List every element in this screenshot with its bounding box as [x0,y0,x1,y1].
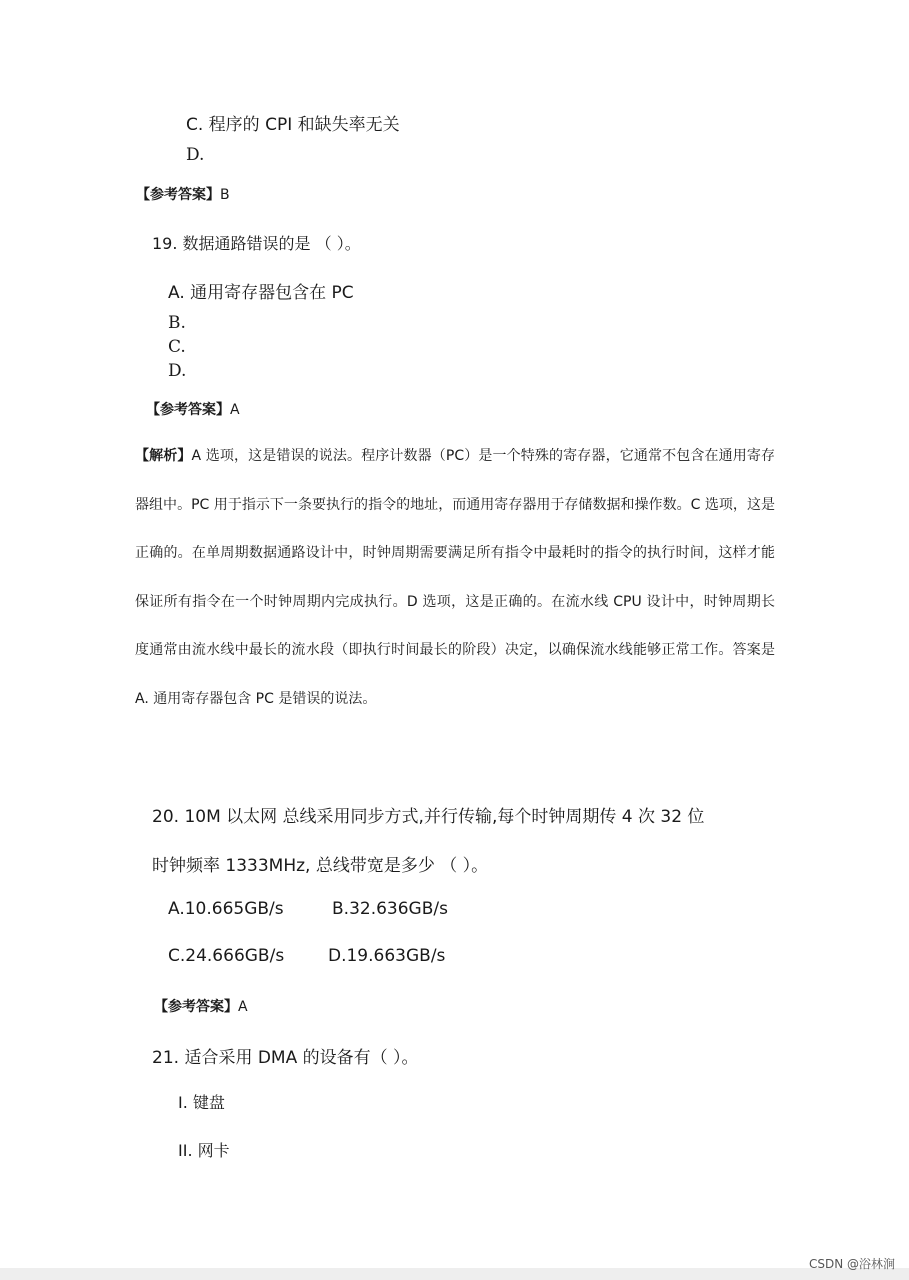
q19-option-b: B. [168,313,186,333]
q20-option-b: B.32.636GB/s [332,899,448,919]
q20-option-c: C.24.666GB/s [168,946,285,966]
answer-18 [136,184,230,204]
q21-item-2: II. 网卡 [178,1141,230,1160]
csdn-watermark: CSDN @浴林涧 [808,1257,895,1271]
q18-option-d: D. [186,145,205,165]
q20-option-a: A.10.665GB/s [168,899,284,919]
answer-20 [154,996,248,1016]
answer-value: A [238,999,248,1015]
q21-title: 21. 适合采用 DMA 的设备有（ ）。 [152,1048,419,1068]
q18-option-c: C. 程序的 CPI 和缺失率无关 [186,115,400,135]
answer-label: 【参考答案】 [154,999,238,1015]
answer-label: 【参考答案】 [146,402,230,418]
q20-option-d: D.19.663GB/s [328,946,446,966]
analysis-text: A 选项，这是错误的说法。程序计数器（PC）是一个特殊的寄存器，它通常不包含在通用寄存器组中。PC 用于指示下一条要执行的指令的地址，而通用寄存器用于存储数据和操作数。C 选项，这是正确的。在单周期数据通路设计中，时钟周期需要满足所有指令中最耗时的指令的执行时间，这样才能保证所有指令在一个时钟周期内完成执行。D 选项，这是正确的。在流水线 CPU 设计中，时钟周期长度通常由流水线中最长的流水段（即执行时间最长的阶段）决定，以确保流水线能够正常工作。答案是 A. 通用寄存器包含 PC 是错误的说法。 [135,448,776,707]
q20-line-1: 20. 10M 以太网 总线采用同步方式,并行传输,每个时钟周期传 4 次 32 位 [152,807,705,827]
q21-item-1: I. 键盘 [178,1093,225,1112]
q19-title: 19. 数据通路错误的是 （ ）。 [152,234,361,253]
answer-label: 【参考答案】 [136,187,220,203]
q19-option-a: A. 通用寄存器包含在 PC [168,283,354,303]
answer-value: A [230,402,240,418]
analysis-19 [135,432,775,724]
q19-option-d: D. [168,361,187,381]
q20-line-2: 时钟频率 1333MHz, 总线带宽是多少 （ ）。 [152,856,489,876]
q19-option-c: C. [168,337,186,357]
answer-19 [146,399,240,419]
answer-value: B [220,187,230,203]
analysis-label: 【解析】 [135,448,192,464]
